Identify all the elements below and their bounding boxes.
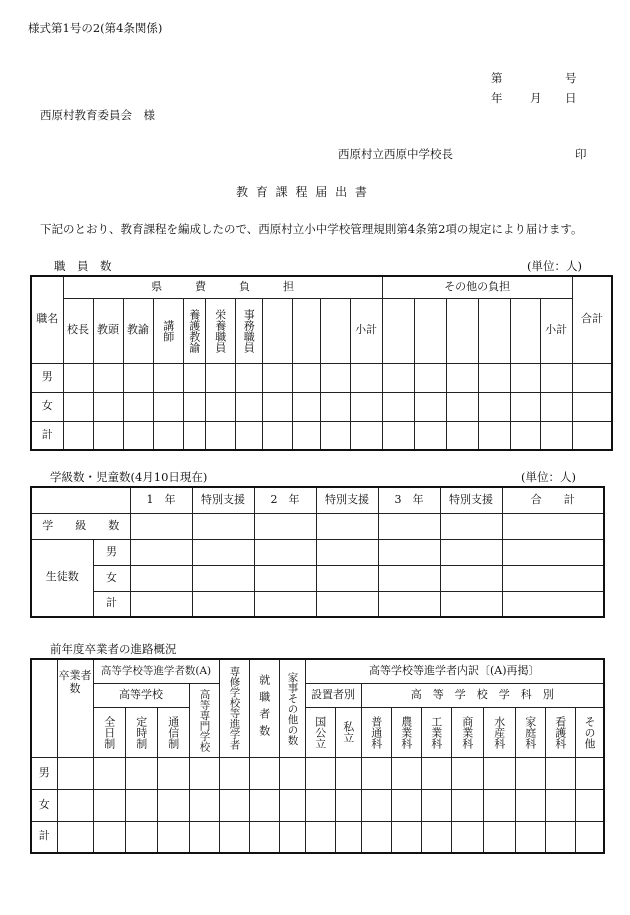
staff-col-lecturer: 講師 (153, 298, 183, 363)
grads-col-correspondence: 通信制 (157, 707, 189, 757)
date-year-label: 年 (491, 91, 503, 105)
document-title: 教 育 課 程 届 出 書 (236, 185, 369, 199)
staff-col-blank (262, 298, 292, 363)
grads-col-parttime: 定時制 (125, 707, 157, 757)
classes-col-total: 合 計 (502, 487, 604, 513)
classes-row-female: 女 (93, 565, 130, 591)
body-text: 下記のとおり、教育課程を編成したので、西原村立小中学校管理規則第4条第2項の規定により届けます。 (40, 222, 583, 236)
staff-row-total: 計 (31, 421, 63, 450)
staff-row-female: 女 (31, 392, 63, 421)
classes-row-total: 計 (93, 591, 130, 617)
classes-unit: (単位：人) (521, 470, 576, 484)
grads-caption: 前年度卒業者の進路概況 (50, 642, 177, 656)
classes-col-special3: 特別支援 (440, 487, 502, 513)
staff-col-blank (446, 298, 478, 363)
grads-col-course-home-economics: 家庭科 (515, 707, 545, 757)
staff-row-header: 職名 (31, 276, 63, 363)
staff-col-blank (320, 298, 350, 363)
classes-col-grade1: 1 年 (130, 487, 192, 513)
grads-table (30, 658, 605, 854)
number-label-dai: 第 (491, 71, 503, 85)
staff-col-principal: 校長 (63, 298, 93, 363)
date-month-label: 月 (530, 91, 542, 105)
staff-group-pref: 県 費 負 担 (63, 276, 382, 298)
classes-row-male: 男 (93, 539, 130, 565)
grads-col-course-industry: 工業科 (421, 707, 451, 757)
grads-col-graduates: 卒業者数 (57, 659, 93, 757)
sender-name: 西原村立西原中学校長 (338, 147, 453, 161)
grads-col-course-other: その他 (575, 707, 604, 757)
staff-col-blank (478, 298, 510, 363)
staff-col-blank (510, 298, 540, 363)
grads-col-public: 国公立 (305, 707, 335, 757)
staff-col-vice-principal: 教頭 (93, 298, 123, 363)
grads-row-total: 計 (31, 821, 57, 853)
grads-col-senshu: 専修学校等進学者 (219, 659, 249, 757)
classes-caption: 学級数・児童数(4月10日現在) (50, 470, 208, 484)
classes-col-grade2: 2 年 (254, 487, 316, 513)
staff-table (30, 275, 613, 451)
staff-col-teacher: 教諭 (123, 298, 153, 363)
staff-group-other: その他の負担 (382, 276, 572, 298)
grads-col-breakdown: 高等学校等進学者内訳〔(A)再掲〕 (305, 659, 604, 683)
classes-row-students: 生徒数 (31, 539, 93, 617)
grads-corner (31, 659, 57, 757)
classes-row-class-count: 学 級 数 (31, 513, 130, 539)
classes-col-special2: 特別支援 (316, 487, 378, 513)
grads-col-hs-vocational: 高等専門学校 (189, 683, 219, 757)
form-number: 様式第1号の2(第4条関係) (28, 21, 163, 35)
staff-col-blank (414, 298, 446, 363)
staff-total-header: 合計 (572, 276, 612, 363)
grads-col-course-commerce: 商業科 (451, 707, 483, 757)
grads-col-employed: 就職者数 (249, 659, 279, 757)
staff-unit: (単位：人) (527, 259, 582, 273)
grads-col-course-general: 普通科 (361, 707, 391, 757)
staff-col-blank (382, 298, 414, 363)
grads-row-male: 男 (31, 757, 57, 789)
date-day-label: 日 (565, 91, 577, 105)
classes-col-grade3: 3 年 (378, 487, 440, 513)
staff-col-nutrition: 栄養職員 (205, 298, 235, 363)
staff-col-subtotal-pref: 小計 (350, 298, 382, 363)
grads-col-course-fisheries: 水産科 (483, 707, 515, 757)
grads-row-female: 女 (31, 789, 57, 821)
grads-col-other: 家事その他の数 (279, 659, 305, 757)
staff-caption: 職 員 数 (54, 259, 112, 273)
staff-col-nurse-teacher: 養護教諭 (183, 298, 205, 363)
staff-col-subtotal-other: 小計 (540, 298, 572, 363)
staff-col-clerical: 事務職員 (235, 298, 262, 363)
classes-table (30, 486, 605, 618)
seal-mark: 印 (575, 147, 587, 161)
grads-col-fulltime: 全日制 (93, 707, 125, 757)
staff-col-blank (292, 298, 320, 363)
grads-col-course-agriculture: 農業科 (391, 707, 421, 757)
classes-corner (31, 487, 130, 513)
grads-col-by-founder: 設置者別 (305, 683, 361, 707)
staff-row-male: 男 (31, 363, 63, 392)
number-label-go: 号 (565, 71, 577, 85)
addressee: 西原村教育委員会 様 (40, 108, 155, 122)
grads-col-by-course: 高 等 学 校 学 科 別 (361, 683, 604, 707)
grads-col-hs-count: 高等学校等進学者数(A) (93, 659, 219, 683)
classes-col-special1: 特別支援 (192, 487, 254, 513)
grads-col-private: 私立 (335, 707, 361, 757)
grads-col-hs-school: 高等学校 (93, 683, 189, 707)
grads-col-course-nursing: 看護科 (545, 707, 575, 757)
